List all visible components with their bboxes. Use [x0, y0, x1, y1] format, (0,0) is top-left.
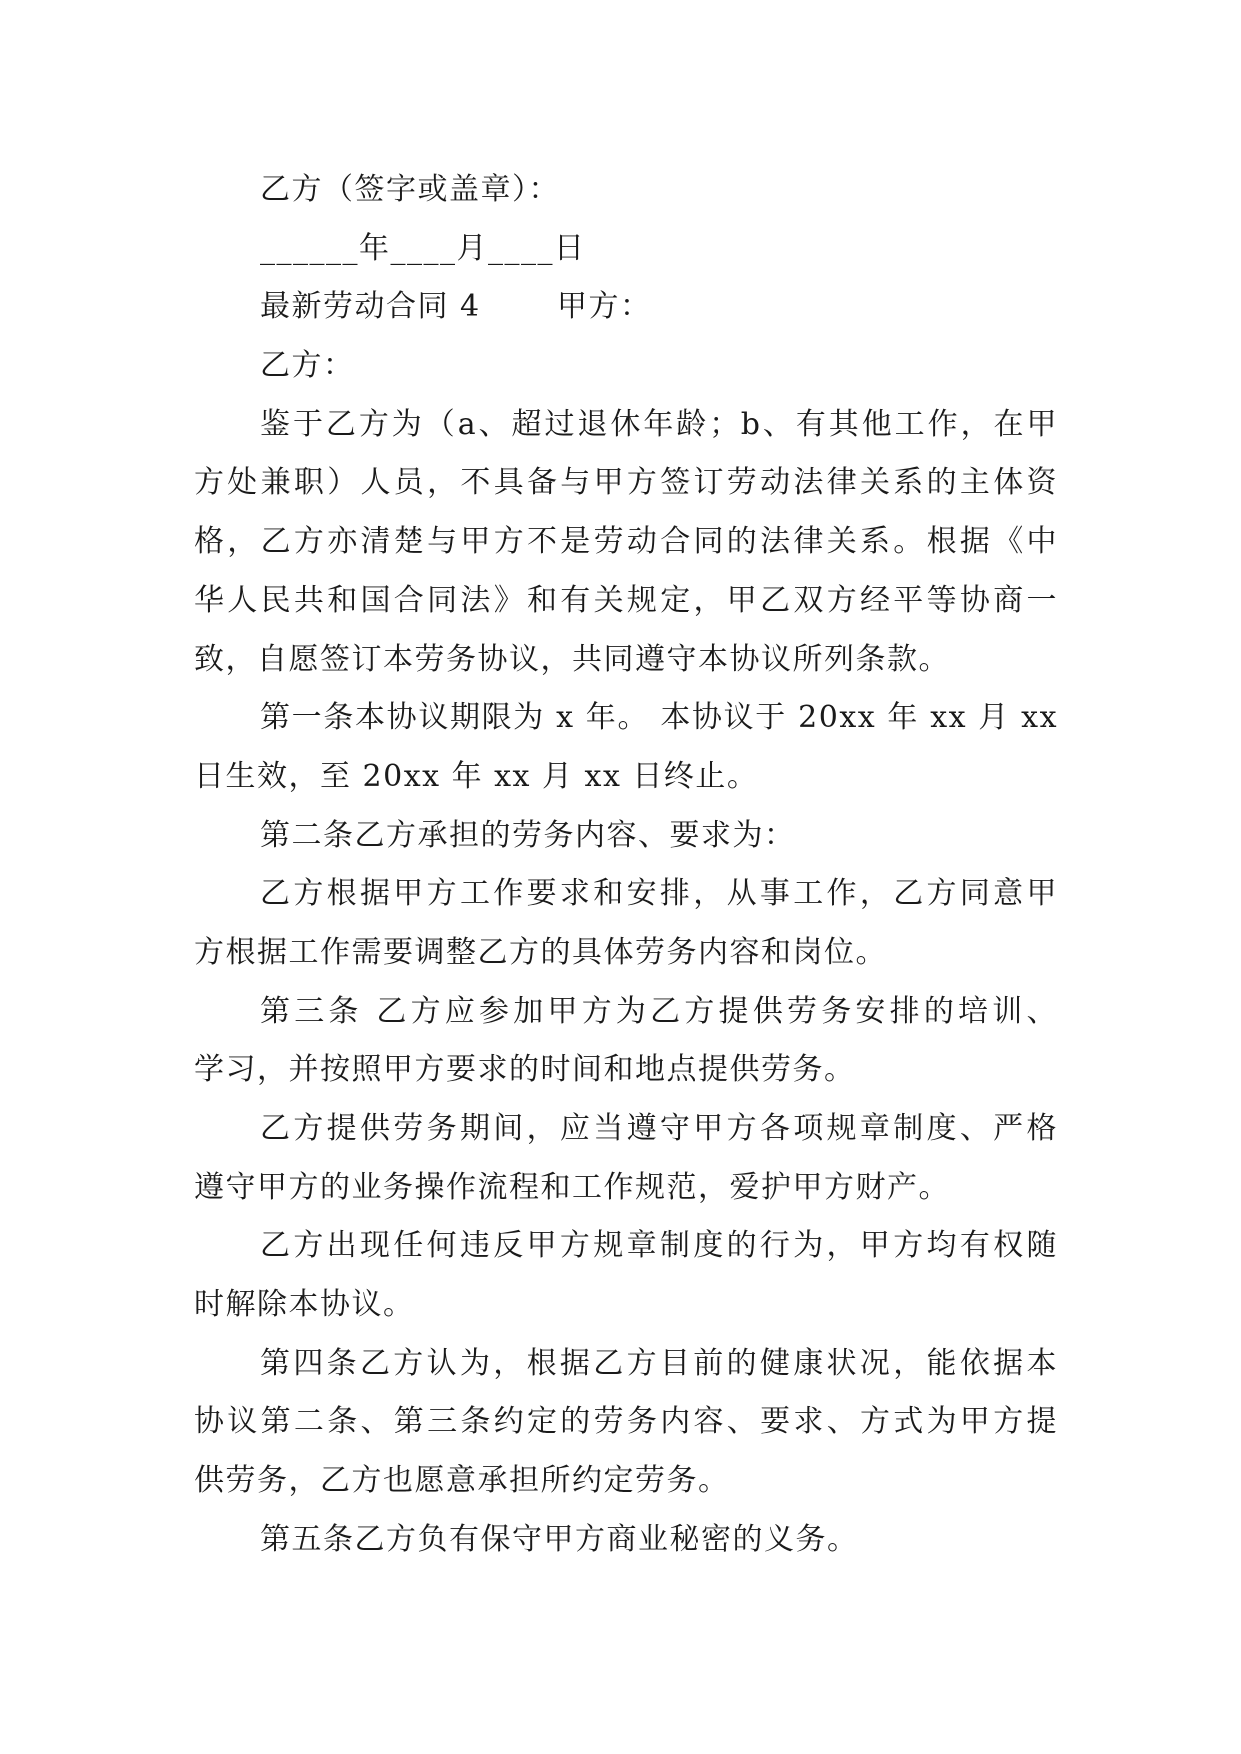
text-line: 乙方提供劳务期间，应当遵守甲方各项规章制度、严格 — [260, 1111, 1058, 1146]
party-b-paragraph — [194, 337, 1058, 396]
article-1-paragraph — [194, 689, 1058, 806]
text-line: 供劳务，乙方也愿意承担所约定劳务。 — [194, 1463, 730, 1499]
signature-label-paragraph — [194, 161, 1058, 220]
text-line: 鉴于乙方为（a、超过退休年龄；b、有其他工作，在甲 — [260, 406, 1058, 442]
text-line: 第二条乙方承担的劳务内容、要求为： — [260, 817, 796, 853]
party-a-label: 甲方： — [557, 289, 652, 325]
text-line: 第五条乙方负有保守甲方商业秘密的义务。 — [260, 1521, 859, 1557]
text-line: 协议第二条、第三条约定的劳务内容、要求、方式为甲方提 — [194, 1404, 1058, 1440]
text-line: 格，乙方亦清楚与甲方不是劳动合同的法律关系。根据《中 — [194, 524, 1058, 560]
article-2-detail-paragraph — [194, 865, 1058, 982]
text-line: 学习，并按照甲方要求的时间和地点提供劳务。 — [194, 1052, 856, 1088]
contract-heading — [194, 278, 1058, 337]
text-line: 乙方出现任何违反甲方规章制度的行为，甲方均有权随 — [260, 1228, 1058, 1264]
signature-date-line: ______年____月____日 — [260, 230, 586, 266]
article-3-rules-paragraph — [194, 1100, 1058, 1217]
text-line: 第三条 乙方应参加甲方为乙方提供劳务安排的培训、 — [260, 993, 1058, 1029]
signature-date-paragraph — [194, 220, 1058, 279]
text-line: 第一条本协议期限为 x 年。 本协议于 20xx 年 xx 月 xx — [260, 700, 1058, 736]
text-line: 致，自愿签订本劳务协议，共同遵守本协议所列条款。 — [194, 641, 950, 677]
preamble-paragraph — [194, 396, 1058, 689]
article-4-paragraph — [194, 1335, 1058, 1511]
article-3-termination-paragraph — [194, 1217, 1058, 1334]
contract-heading-line — [194, 278, 1058, 337]
document-body — [194, 161, 1058, 1570]
text-line: 方处兼职）人员，不具备与甲方签订劳动法律关系的主体资 — [194, 465, 1058, 501]
article-3-paragraph — [194, 983, 1058, 1100]
contract-title: 最新劳动合同 4 — [260, 289, 481, 325]
text-line: 第四条乙方认为，根据乙方目前的健康状况，能依据本 — [260, 1345, 1058, 1381]
text-line: 华人民共和国合同法》和有关规定，甲乙双方经平等协商一 — [194, 582, 1058, 618]
text-line: 时解除本协议。 — [194, 1287, 415, 1323]
text-line: 遵守甲方的业务操作流程和工作规范，爱护甲方财产。 — [194, 1169, 950, 1205]
party-b-signature-label: 乙方（签字或盖章）： — [260, 172, 560, 207]
article-5-paragraph — [194, 1511, 1058, 1570]
text-line: 乙方根据甲方工作要求和安排，从事工作，乙方同意甲 — [260, 876, 1058, 912]
text-line: 方根据工作需要调整乙方的具体劳务内容和岗位。 — [194, 934, 887, 970]
party-b-label: 乙方： — [260, 348, 355, 384]
article-2-paragraph — [194, 807, 1058, 866]
text-line: 日生效，至 20xx 年 xx 月 xx 日终止。 — [194, 758, 759, 794]
